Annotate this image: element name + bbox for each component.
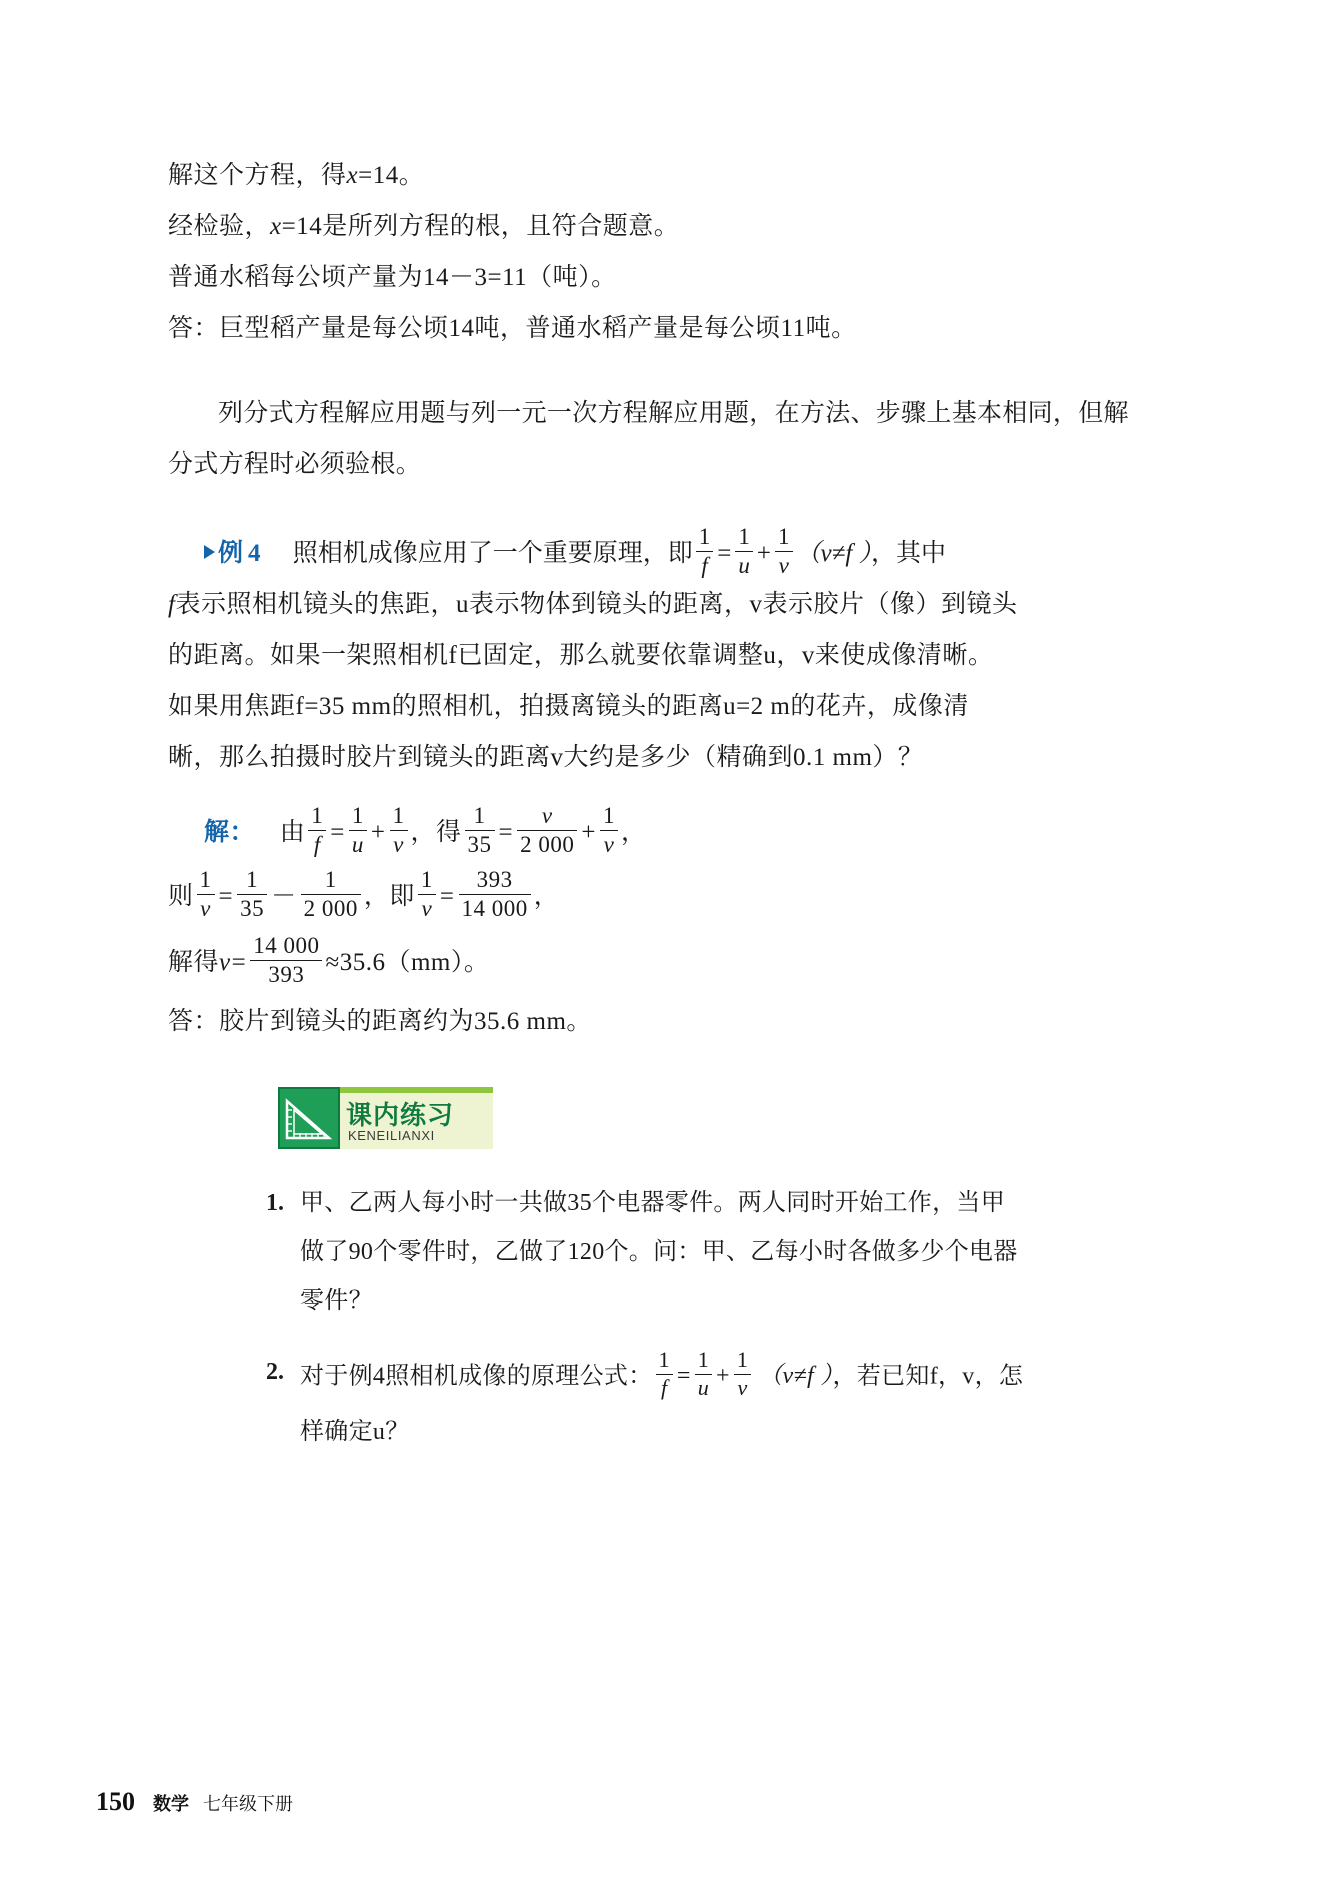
example-label: 例 xyxy=(218,538,244,567)
variable-x: x xyxy=(270,213,282,240)
plus-sign: + xyxy=(716,1363,730,1390)
list-item xyxy=(266,1348,1156,1460)
example-number: 4 xyxy=(248,539,261,567)
solution-line-b xyxy=(168,864,1168,930)
condition-v-ne-f: （v≠f ） xyxy=(758,1363,833,1390)
numerator: 1 xyxy=(418,867,436,895)
denominator: v xyxy=(200,895,211,921)
numerator: 1 xyxy=(301,867,361,895)
fraction-1-over-35 xyxy=(465,803,495,858)
item-line: 零件？ xyxy=(300,1287,373,1314)
numerator: 1 xyxy=(696,524,714,552)
fraction-v-over-2000 xyxy=(517,803,577,858)
numerator: 1 xyxy=(734,1348,751,1375)
numerator: 1 xyxy=(735,524,753,552)
item-line xyxy=(300,1348,1156,1404)
solution-label: 解： xyxy=(204,817,256,846)
example-line-5: 晰，那么拍摄时胶片到镜头的距离v大约是多少（精确到0.1 mm）？ xyxy=(168,743,924,771)
equals-sign: = xyxy=(717,539,732,567)
plus-sign: + xyxy=(370,818,386,846)
numerator: 1 xyxy=(237,867,267,895)
denominator: u xyxy=(738,552,750,578)
note-paragraph: 列分式方程解应用题与列一元一次方程解应用题，在方法、步骤上基本相同，但解分式方程时必须验根。 xyxy=(168,400,1129,478)
item-line: 样确定u？ xyxy=(300,1419,410,1446)
denominator: 35 xyxy=(467,831,492,857)
practice-banner xyxy=(278,1087,493,1149)
denominator: 14 000 xyxy=(461,895,528,921)
fraction-1-over-v xyxy=(734,1348,751,1400)
denominator: 2 000 xyxy=(303,895,358,921)
solution-line-2 xyxy=(168,201,1168,252)
fraction-1-over-2000 xyxy=(301,867,361,922)
denominator: v xyxy=(778,552,789,578)
numerator: 1 xyxy=(197,867,215,895)
example-heading xyxy=(204,524,1168,579)
numerator: 14 000 xyxy=(250,933,322,961)
page-content xyxy=(168,150,1168,1482)
example-text-part2: ，其中 xyxy=(871,539,947,567)
solution-line1-pre: 由 xyxy=(279,818,306,846)
solution-line1-mid: ，得 xyxy=(410,818,462,846)
example-line-4: 如果用焦距f=35 mm的照相机，拍摄离镜头的距离u=2 m的花卉，成像清 xyxy=(168,692,969,720)
denominator: v xyxy=(603,831,615,857)
equals-sign: = xyxy=(439,882,455,910)
fraction-1-over-v xyxy=(418,867,436,922)
item-line-post: ，若已知f，v，怎 xyxy=(832,1363,1024,1390)
item-body xyxy=(300,1179,1156,1326)
numerator: 1 xyxy=(308,803,326,831)
example-line-2: f表示照相机镜头的焦距，u表示物体到镜头的距离，v表示胶片（像）到镜头 xyxy=(168,590,1018,618)
fraction-1-over-f xyxy=(656,1348,673,1400)
denominator: 393 xyxy=(268,961,305,987)
numerator: v xyxy=(517,803,577,831)
example-line-3: 的距离。如果一架照相机f已固定，那么就要依靠调整u，v来使成像清晰。 xyxy=(168,641,994,669)
solution-line2-end: ， xyxy=(533,882,560,910)
solution-line3-result: ≈35.6（mm）。 xyxy=(325,948,490,976)
page-footer xyxy=(96,1787,293,1817)
solution-line2-mid: ，即 xyxy=(363,882,415,910)
numerator: 393 xyxy=(459,867,531,895)
denominator: v xyxy=(393,831,404,857)
denominator: v xyxy=(737,1374,748,1400)
solution-line1-end: ， xyxy=(620,818,647,846)
solution-answer: 答：胶片到镜头的距离约为35.6 mm。 xyxy=(168,1007,592,1035)
fraction-1-over-v xyxy=(600,803,618,858)
practice-list xyxy=(266,1179,1156,1460)
solution-line-1-sep: ，得 xyxy=(295,162,347,189)
footer-subject: 数学 xyxy=(153,1794,189,1814)
triangle-bullet-icon xyxy=(204,545,215,559)
fraction-14000-over-393 xyxy=(250,933,322,988)
numerator: 1 xyxy=(775,524,793,552)
fraction-1-over-35 xyxy=(237,867,267,922)
item-index: 1. xyxy=(266,1189,284,1216)
denominator: u xyxy=(697,1374,710,1400)
example-text-part1: 照相机成像应用了一个重要原理，即 xyxy=(292,539,693,567)
page-number: 150 xyxy=(96,1787,135,1816)
denominator: u xyxy=(351,831,364,857)
numerator: 1 xyxy=(465,803,495,831)
solution-line-2-post: =14是所列方程的根，且符合题意。 xyxy=(281,213,680,240)
solution-line-1 xyxy=(168,150,1168,201)
denominator: v xyxy=(421,895,433,921)
numerator: 1 xyxy=(600,803,618,831)
spacer xyxy=(168,354,1168,388)
minus-sign: － xyxy=(271,882,297,910)
variable-v: v xyxy=(219,948,231,976)
plus-sign: + xyxy=(756,539,771,567)
fraction-1-over-f xyxy=(696,524,714,579)
variable-x: x xyxy=(346,162,359,189)
plus-sign: + xyxy=(581,818,596,846)
item-line: 做了90个零件时，乙做了120个。问：甲、乙每小时各做多少个电器 xyxy=(300,1238,1018,1265)
denominator: f xyxy=(313,831,321,857)
ruler-triangle-icon xyxy=(278,1087,340,1149)
practice-subtitle: KENEILIANXI xyxy=(348,1127,435,1143)
fraction-1-over-u xyxy=(349,803,367,858)
equals-sign: = xyxy=(676,1363,691,1390)
solution-line-1-text: 解这个方程 xyxy=(168,162,296,189)
example-line-2-text: 表示照相机镜头的焦距，u表示物体到镜头的距离，v表示胶片（像）到镜头 xyxy=(175,590,1018,618)
item-line: 甲、乙两人每小时一共做35个电器零件。两人同时开始工作，当甲 xyxy=(300,1189,1005,1216)
fraction-1-over-v xyxy=(390,803,408,858)
practice-title: 课内练习 xyxy=(346,1099,455,1130)
fraction-1-over-f xyxy=(308,803,326,858)
fraction-1-over-v xyxy=(775,524,793,579)
solution-line-3: 普通水稻每公顷产量为14－3=11（吨）。 xyxy=(168,264,617,291)
fraction-1-over-u xyxy=(735,524,753,579)
denominator: 35 xyxy=(240,895,265,921)
equals-sign: = xyxy=(218,882,234,910)
solution-line2-pre: 则 xyxy=(168,882,194,910)
fraction-1-over-v xyxy=(197,867,215,922)
item-index: 2. xyxy=(266,1358,284,1385)
solution-line-1-value: =14。 xyxy=(358,162,425,189)
list-item xyxy=(266,1179,1156,1326)
equals-sign: = xyxy=(498,818,514,846)
numerator: 1 xyxy=(349,803,367,831)
solution-line-c xyxy=(168,930,1168,996)
numerator: 1 xyxy=(390,803,408,831)
condition-v-ne-f: （v≠f ） xyxy=(795,539,872,567)
item-body xyxy=(300,1348,1156,1460)
denominator: f xyxy=(660,1374,668,1400)
item-line-pre: 对于例4照相机成像的原理公式： xyxy=(300,1363,653,1390)
fraction-1-over-u xyxy=(695,1348,712,1400)
footer-grade: 七年级下册 xyxy=(203,1794,293,1814)
equals-sign: = xyxy=(330,818,345,846)
equals-sign: = xyxy=(231,948,247,976)
solution-line3-pre: 解得 xyxy=(168,948,220,976)
solution-line-4: 答：巨型稻产量是每公顷14吨，普通水稻产量是每公顷11吨。 xyxy=(168,315,857,342)
fraction-393-over-14000 xyxy=(459,867,531,922)
banner-top-bar xyxy=(330,1087,493,1093)
solution-line-2-pre: 经检验， xyxy=(168,213,271,240)
spacer xyxy=(168,490,1168,524)
numerator: 1 xyxy=(695,1348,712,1375)
denominator: 2 000 xyxy=(520,831,575,857)
denominator: f xyxy=(701,552,708,578)
numerator: 1 xyxy=(656,1348,673,1375)
solution-head xyxy=(204,801,1168,864)
